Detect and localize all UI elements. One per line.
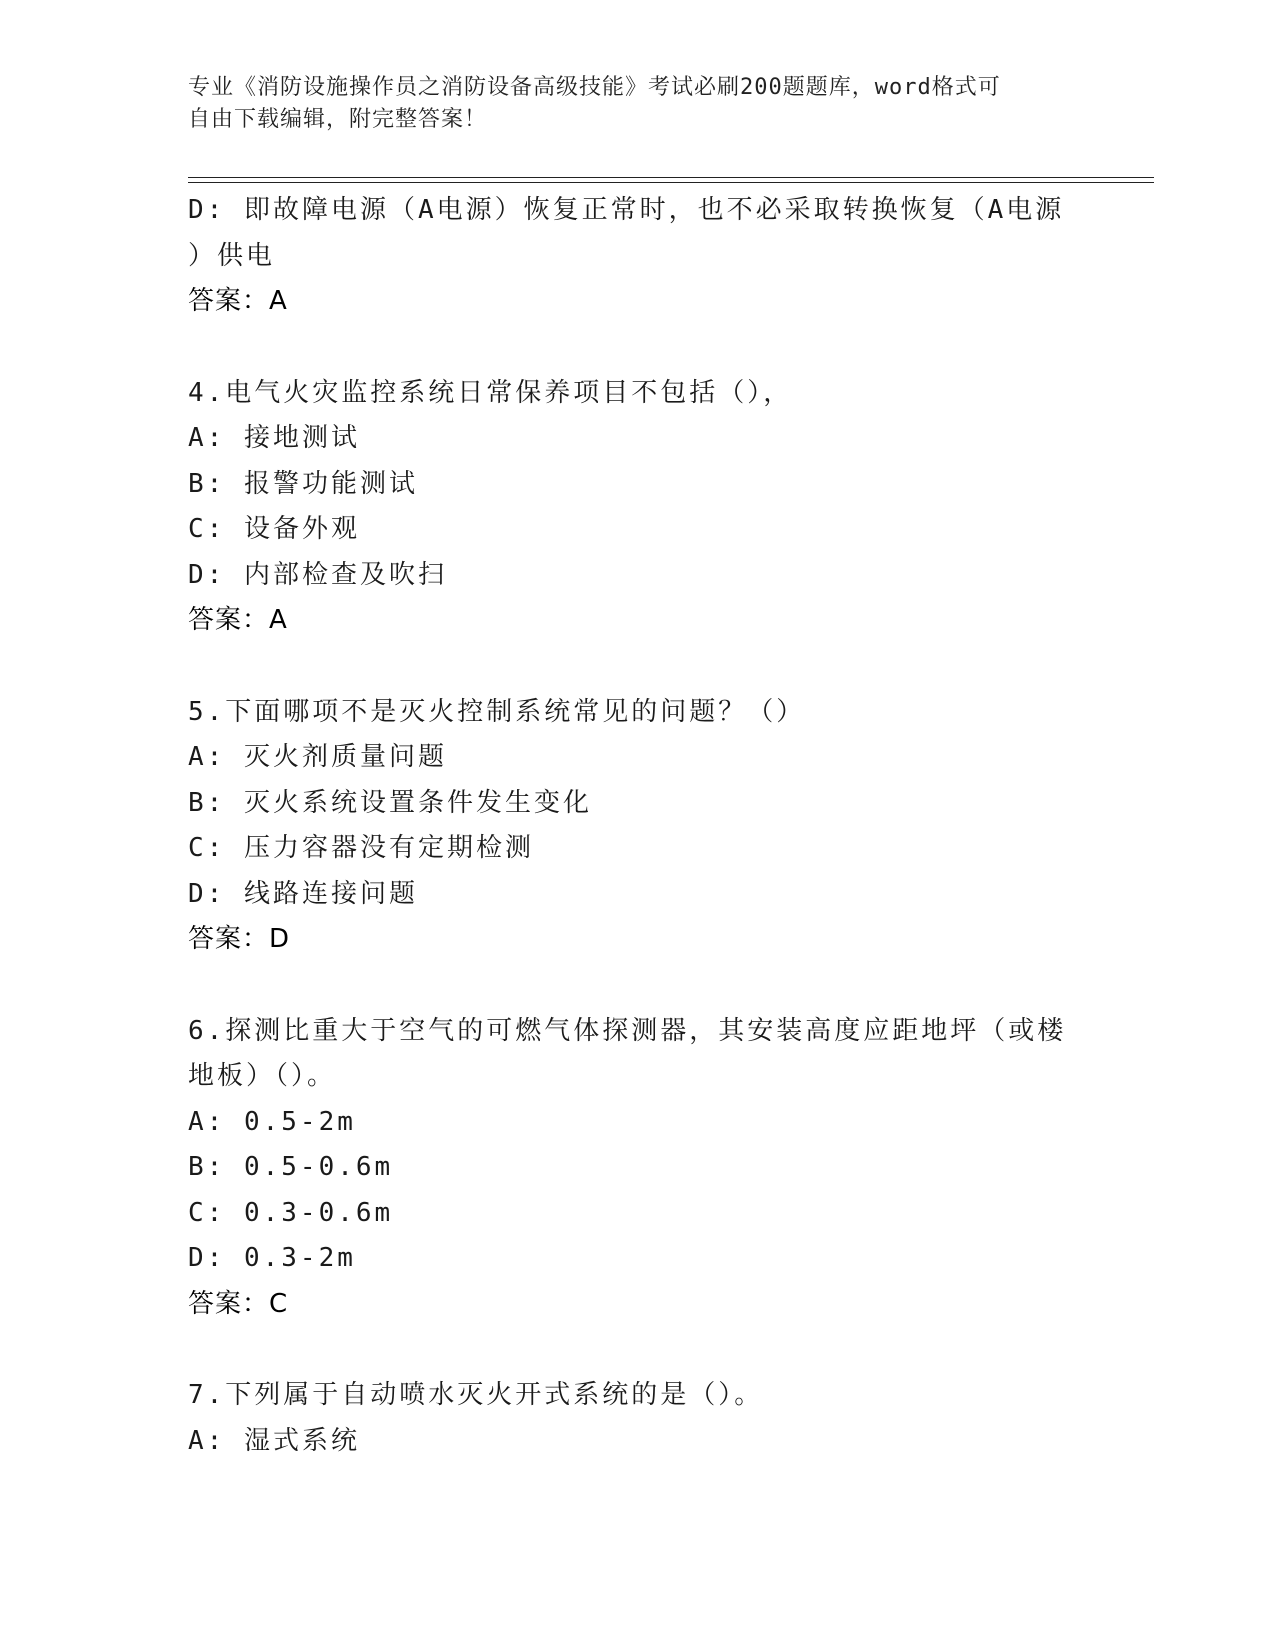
option-d: D: 线路连接问题 xyxy=(188,878,418,909)
option-c: C: 压力容器没有定期检测 xyxy=(188,833,534,863)
answer-label: 答案：A xyxy=(188,605,288,635)
spacer xyxy=(188,325,1088,371)
option-b: B: 0.5-0.6m xyxy=(188,1152,394,1182)
header-divider-bottom xyxy=(188,182,1154,183)
question-stem-line-2: 地板）（）。 xyxy=(188,1061,337,1091)
question-5 xyxy=(188,690,1088,963)
option-b: B: 报警功能测试 xyxy=(188,468,418,499)
option-b: B: 灭火系统设置条件发生变化 xyxy=(188,787,592,818)
option-d: D: 内部检查及吹扫 xyxy=(188,559,447,590)
option-d: D: 0.3-2m xyxy=(188,1243,356,1273)
header-title-line-1: 专业《消防设施操作员之消防设备高级技能》考试必刷200题题库，word格式可 xyxy=(188,75,1001,100)
option-c: C: 0.3-0.6m xyxy=(188,1197,394,1228)
spacer xyxy=(188,963,1088,1009)
answer-label: 答案：D xyxy=(188,924,291,954)
question-stem: 7.下列属于自动喷水灭火开式系统的是（）。 xyxy=(188,1380,764,1410)
question-list xyxy=(188,188,1088,1464)
option-a: A: 接地测试 xyxy=(188,423,360,453)
question-6 xyxy=(188,1009,1088,1328)
document-header xyxy=(188,72,1088,136)
question-7 xyxy=(188,1373,1088,1464)
option-c: C: 设备外观 xyxy=(188,514,360,544)
question-stem-line-1: 6.探测比重大于空气的可燃气体探测器，其安装高度应距地坪（或楼 xyxy=(188,1015,1067,1046)
option-a: A: 0.5-2m xyxy=(188,1106,356,1137)
answer-label: 答案：C xyxy=(188,1288,289,1319)
spacer xyxy=(188,644,1088,690)
question-stem: 4.电气火灾监控系统日常保养项目不包括（）， xyxy=(188,377,793,408)
option-a: A: 湿式系统 xyxy=(188,1425,360,1456)
question-3-tail xyxy=(188,188,1088,325)
question-4 xyxy=(188,371,1088,644)
question-stem: 5.下面哪项不是灭火控制系统常见的问题？（） xyxy=(188,696,806,727)
option-d-line-1: D: 即故障电源（A电源）恢复正常时，也不必采取转换恢复（A电源 xyxy=(188,195,1065,225)
header-divider-top xyxy=(188,177,1154,178)
spacer xyxy=(188,1327,1088,1373)
option-a: A: 灭火剂质量问题 xyxy=(188,742,447,772)
option-d-line-2: ）供电 xyxy=(188,240,276,271)
header-title-line-2: 自由下载编辑，附完整答案！ xyxy=(188,107,488,132)
answer-label: 答案：A xyxy=(188,286,288,316)
